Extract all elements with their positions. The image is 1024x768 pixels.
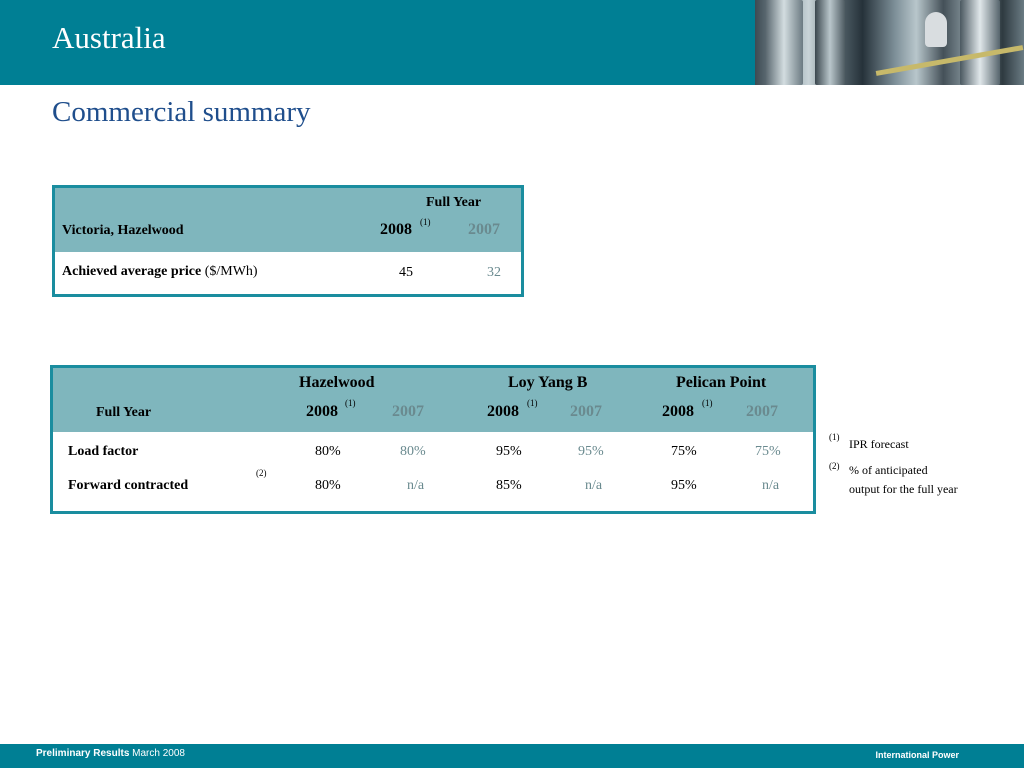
row-label-load-factor: Load factor: [68, 444, 139, 459]
footnote-text: % of anticipated: [849, 463, 928, 477]
plant-2008: 2008: [306, 403, 338, 420]
table-cell: 80%: [400, 444, 426, 459]
footnote-ref: (2): [256, 468, 267, 478]
footnote-ref: (1): [527, 398, 538, 408]
value-2008: 45: [399, 265, 413, 280]
plant-2007: 2007: [746, 403, 778, 420]
table-cell: 75%: [671, 444, 697, 459]
section-title: Australia: [52, 20, 166, 55]
table-cell: n/a: [585, 478, 603, 493]
row-header-label: Victoria, Hazelwood: [62, 223, 184, 238]
plant-name: Loy Yang B: [508, 374, 588, 391]
row-label-bold: Achieved average price: [62, 264, 202, 279]
footnote-text: IPR forecast: [849, 437, 909, 451]
table-cell: 80%: [315, 444, 341, 459]
plant-2007: 2007: [570, 403, 602, 420]
price-table: [52, 185, 524, 297]
page-title: Commercial summary: [52, 96, 311, 128]
plant-2008: 2008: [487, 403, 519, 420]
plant-2008: 2008: [662, 403, 694, 420]
footer-left-bold: Preliminary Results: [36, 748, 130, 759]
header-photo: [755, 0, 1024, 85]
full-year-label: Full Year: [426, 195, 482, 210]
header-bar: [0, 0, 1024, 85]
table-cell: 80%: [315, 478, 341, 493]
table-cell: n/a: [407, 478, 425, 493]
footnote-marker: (1): [829, 432, 840, 442]
plant-2007: 2007: [392, 403, 424, 420]
table-cell: 85%: [496, 478, 522, 493]
plant-name: Pelican Point: [676, 374, 767, 391]
footnote-ref: (1): [345, 398, 356, 408]
worker-figure: [925, 12, 947, 47]
table-cell: 95%: [496, 444, 522, 459]
plant-table: [50, 365, 816, 514]
value-2007: 32: [487, 265, 501, 280]
year-2007-header: 2007: [468, 221, 500, 238]
row-label: [62, 264, 258, 280]
table-cell: 95%: [578, 444, 604, 459]
table-cell: 75%: [755, 444, 781, 459]
table-cell: 95%: [671, 478, 697, 493]
footnote-ref: (1): [420, 217, 431, 227]
full-year-row-header: Full Year: [96, 405, 152, 420]
plant-name: Hazelwood: [299, 374, 375, 391]
footnote-marker: (2): [829, 461, 840, 471]
row-label-forward-contracted: Forward contracted: [68, 478, 189, 493]
footer-brand: International Power: [875, 750, 959, 760]
footer-bar: [0, 744, 1024, 768]
footnote-ref: (1): [702, 398, 713, 408]
footer-left-date: March 2008: [132, 748, 185, 759]
row-label-unit: ($/MWh): [204, 264, 258, 279]
year-2008-header: 2008: [380, 221, 412, 238]
table-cell: n/a: [762, 478, 780, 493]
footnote-text: output for the full year: [849, 482, 958, 496]
footer-left: [36, 748, 185, 759]
